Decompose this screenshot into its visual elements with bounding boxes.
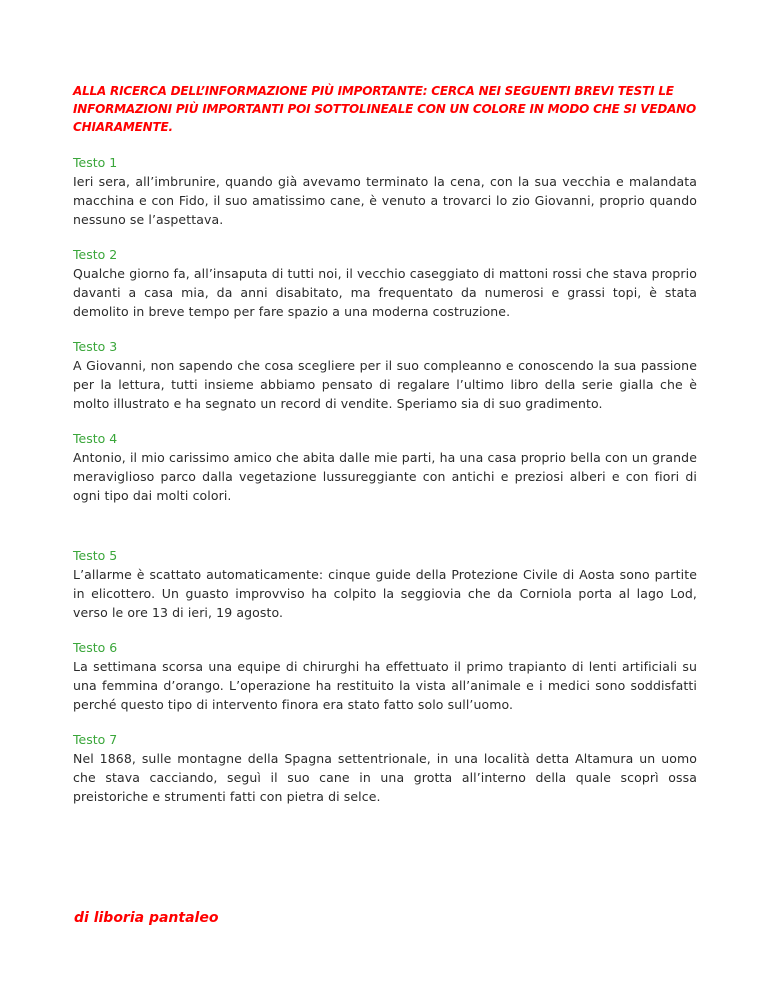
- instructions-heading: ALLA RICERCA DELL’INFORMAZIONE PIÙ IMPORTANTE: CERCA NEI SEGUENTI BREVI TESTI LE INFORMAZIONI PIÙ IMPORTANTI POI SOTTOLINEALE CON UN COLORE IN MODO CHE SI VEDANO CHIARAMENTE.: [73, 84, 697, 134]
- section-body: Antonio, il mio carissimo amico che abita dalle mie parti, ha una casa proprio bella con un grande meraviglioso parco dalla vegetazione lussureggiante con antichi e preziosi alberi e con fiori di ogni tipo dai molti colori.: [73, 450, 697, 503]
- document-content: [73, 82, 697, 822]
- section-body: Nel 1868, sulle montagne della Spagna settentrionale, in una località detta Altamura un uomo che stava cacciando, seguì il suo cane in una grotta all’interno della quale scoprì ossa preistoriche e strumenti fatti con pietra di selce.: [73, 751, 697, 804]
- section-label: Testo 2: [73, 247, 118, 262]
- author-signature: di liboria pantaleo: [74, 910, 219, 926]
- section-body: Ieri sera, all’imbrunire, quando già avevamo terminato la cena, con la sua vecchia e malandata macchina e con Fido, il suo amatissimo cane, è venuto a trovarci lo zio Giovanni, proprio quando nessuno se l’aspettava.: [73, 174, 697, 227]
- section-testo-1: [73, 153, 697, 229]
- section-body: La settimana scorsa una equipe di chirurghi ha effettuato il primo trapianto di lenti artificiali su una femmina d’orango. L’operazione ha restituito la vista all’animale e i medici sono soddisfatti perché questo tipo di intervento finora era stato fatto solo sull’uomo.: [73, 659, 697, 712]
- section-label: Testo 4: [73, 431, 118, 446]
- section-label: Testo 7: [73, 732, 118, 747]
- section-label: Testo 6: [73, 640, 118, 655]
- section-body: L’allarme è scattato automaticamente: cinque guide della Protezione Civile di Aosta sono partite in elicottero. Un guasto improvviso ha colpito la seggiovia che da Corniola porta al lago Lod, verso le ore 13 di ieri, 19 agosto.: [73, 567, 697, 620]
- section-testo-2: [73, 245, 697, 321]
- section-label: Testo 5: [73, 548, 118, 563]
- section-body: Qualche giorno fa, all’insaputa di tutti noi, il vecchio caseggiato di mattoni rossi che stava proprio davanti a casa mia, da anni disabitato, ma frequentato da numerosi e grassi topi, è stata demolito in breve tempo per fare spazio a una moderna costruzione.: [73, 266, 697, 319]
- section-body: A Giovanni, non sapendo che cosa scegliere per il suo compleanno e conoscendo la sua passione per la lettura, tutti insieme abbiamo pensato di regalare l’ultimo libro della serie gialla che è molto illustrato e ha segnato un record di vendite. Speriamo sia di suo gradimento.: [73, 358, 697, 411]
- section-testo-3: [73, 337, 697, 413]
- section-label: Testo 1: [73, 155, 118, 170]
- section-testo-4: [73, 429, 697, 505]
- section-label: Testo 3: [73, 339, 118, 354]
- section-testo-7: [73, 730, 697, 806]
- section-testo-5: [73, 546, 697, 622]
- section-testo-6: [73, 638, 697, 714]
